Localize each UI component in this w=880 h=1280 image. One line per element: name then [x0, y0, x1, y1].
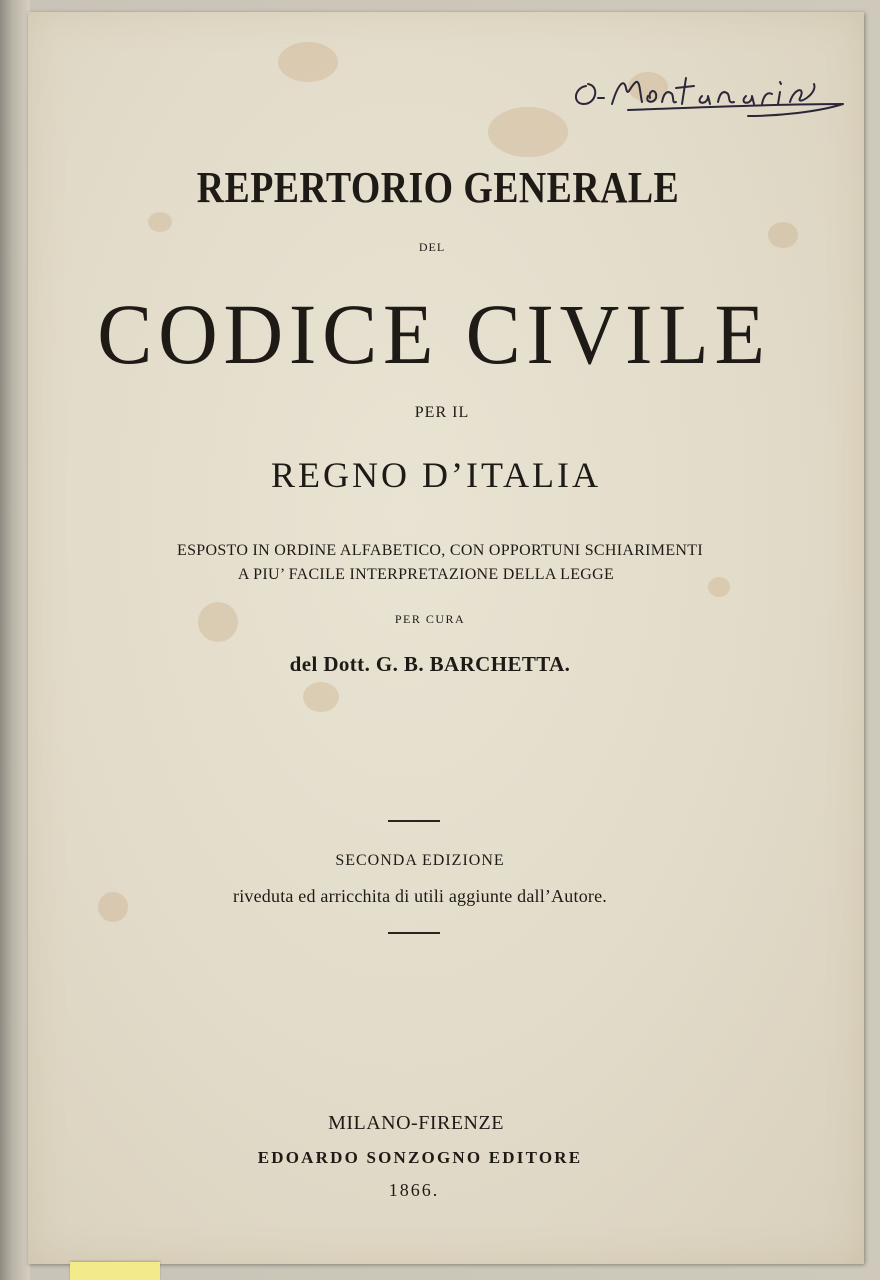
foxing-stain — [278, 42, 338, 82]
foxing-stain — [303, 682, 339, 712]
title-line-per-il: PER IL — [414, 404, 470, 421]
foxing-stain — [488, 107, 568, 157]
imprint-year: 1866. — [388, 1180, 440, 1200]
title-line-regno: REGNO D’ITALIA — [270, 455, 602, 495]
revision-line: riveduta ed arricchita di utili aggiunte dall’Autore. — [233, 886, 607, 906]
edition-line: SECONDA EDIZIONE — [335, 852, 505, 869]
ornamental-rule — [388, 932, 440, 934]
title-line-del: DEL — [418, 240, 446, 254]
yellow-bookmark-tag — [70, 1262, 160, 1280]
subtitle-line-2: A PIU’ FACILE INTERPRETAZIONE DELLA LEGGE — [237, 566, 615, 583]
author-line: del Dott. G. B. BARCHETTA. — [289, 652, 571, 676]
title-line-repertorio: REPERTORIO GENERALE — [196, 163, 680, 212]
handwritten-signature — [568, 64, 858, 124]
main-title-codice-civile: CODICE CIVILE — [97, 286, 771, 382]
imprint-city: MILANO-FIRENZE — [328, 1112, 504, 1134]
foxing-stain — [148, 212, 172, 232]
per-cura-line: PER CURA — [394, 612, 466, 626]
title-page — [28, 12, 864, 1264]
subtitle-line-1: ESPOSTO IN ORDINE ALFABETICO, CON OPPORTUNI SCHIARIMENTI — [177, 542, 703, 559]
book-spine-edge — [0, 0, 30, 1280]
imprint-publisher: EDOARDO SONZOGNO EDITORE — [257, 1148, 583, 1167]
ornamental-rule — [388, 820, 440, 822]
